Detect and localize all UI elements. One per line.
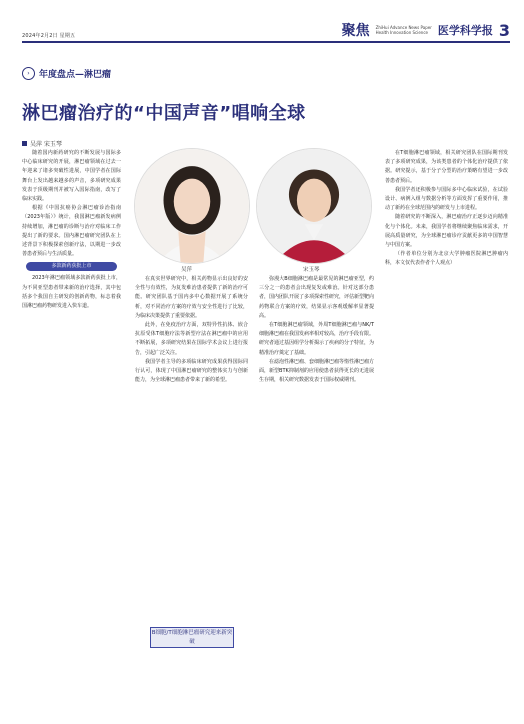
byline-authors: 吴萍 宋玉琴 <box>30 141 62 148</box>
paragraph: 在滤泡性淋巴瘤、套细胞淋巴瘤等惰性淋巴瘤方面，新型BTK抑制剂的应用使患者获得更长的无进展生存期，相关研究数据发表于国际权威期刊。 <box>259 358 375 384</box>
subheading-pill: 多款新药获批上市 <box>26 262 117 271</box>
paragraph: 随着研究的不断深入，淋巴瘤治疗正逐步迈向精准化与个体化。未来，我国学者将继续聚焦临床需求，开展高质量研究，为全球淋巴瘤诊疗贡献更多的中国智慧与中国方案。 <box>385 214 508 249</box>
circle-arrow-icon: › <box>22 67 35 80</box>
paragraph: 2023年淋巴瘤领域多款新药获批上市，为不同亚型患者带来新的治疗选择，其中包括多个我国自主研发的创新药物，标志着我国淋巴瘤药物研发进入快车道。 <box>22 275 121 310</box>
paragraph: 在真实世界研究中，相关药物显示出良好的安全性与有效性，为复发难治患者提供了新的治疗可能。研究团队基于国内多中心数据开展了系统分析，对不同治疗方案的疗效与安全性进行了比较，为临床决策提供了重要依据。 <box>135 276 248 319</box>
section-tag <box>22 67 111 80</box>
paragraph: 我国学者还积极参与国际多中心临床试验，在试验设计、病例入组与数据分析等方面发挥了重要作用，推动了新药在全球范围内的研发与上市进程。 <box>385 186 508 212</box>
article-column-3 <box>259 275 374 385</box>
header-divider <box>22 41 510 43</box>
masthead-meta: ZhiHui Advance News Paper Health Innovation Science <box>375 25 432 35</box>
article-column-2 <box>135 275 248 385</box>
article-title: 淋巴瘤治疗的“中国声音”唱响全球 <box>22 103 306 124</box>
byline <box>22 139 62 148</box>
paragraph: 根据《中国抗癌协会淋巴瘤诊治指南（2023年版）》统计，我国淋巴瘤新发病例持续增加，淋巴瘤的诊断与治疗对临床工作提出了新的要求。国内淋巴瘤研究团队在上述背景下积极探索创新疗法，以期进一步改善患者预后与生活质量。 <box>22 205 121 258</box>
issue-date: 2024年2月2日 星期五 <box>22 33 76 39</box>
subheading-box: B细胞/T细胞淋巴瘤研究迎来新突破 <box>150 627 234 648</box>
author-photo-1 <box>134 148 250 264</box>
newspaper-brand: 医学科学报 <box>437 24 493 37</box>
paragraph: 在T细胞淋巴瘤领域，外周T细胞淋巴瘤与NK/T细胞淋巴瘤在我国发病率相对较高，治疗手段有限。研究者通过基因组学分析揭示了疾病的分子特征，为精准治疗奠定了基础。 <box>259 322 375 356</box>
paragraph: 随着国内新药研究的不断发展与国际多中心临床研究的开展，淋巴瘤领域在过去一年迎来了诸多突破性进展，中国学者在国际舞台上发出越来越多的声音，多项研究成果发表于顶级期刊并被写入国际指南，改写了临床实践。 <box>22 150 121 203</box>
author-photo-2 <box>256 148 372 264</box>
byline-marker <box>22 141 27 146</box>
photo-caption-1: 吴萍 <box>181 267 193 273</box>
page-number: 3 <box>498 20 510 40</box>
section-tag-label: 年度盘点—淋巴瘤 <box>39 70 112 80</box>
author-note: （作者单位分别为北京大学肿瘤医院淋巴肿瘤内科，本文仅代表作者个人观点） <box>385 251 508 267</box>
article-column-1 <box>22 149 121 311</box>
paragraph: 在T细胞淋巴瘤领域，相关研究团队在国际期刊发表了多项研究成果，为该类患者的个体化治疗提供了依据。研究提示，基于分子分型的治疗策略有望进一步改善患者预后。 <box>385 150 508 184</box>
paragraph: 此外，在免疫治疗方面，双特异性抗体、嵌合抗原受体T细胞疗法等新型疗法在淋巴瘤中的应用不断拓展，多项研究结果在国际学术会议上进行报告，引起广泛关注。 <box>135 322 248 356</box>
photo-caption-2: 宋玉琴 <box>303 267 320 273</box>
section-name: 聚焦 <box>341 23 370 39</box>
masthead <box>342 20 510 40</box>
paragraph: 弥漫大B细胞淋巴瘤是最常见的淋巴瘤亚型，约三分之一的患者会出现复发或难治。针对这部分患者，国内团队开展了多项探索性研究，评估新型靶向药物联合方案的疗效，结果显示客观缓解率显著提高。 <box>259 276 375 319</box>
paragraph: 我国学者主导的多项临床研究成果获得国际同行认可，体现了中国淋巴瘤研究的整体实力与创新能力，为全球淋巴瘤患者带来了新的希望。 <box>135 358 248 384</box>
article-column-4 <box>385 149 508 269</box>
